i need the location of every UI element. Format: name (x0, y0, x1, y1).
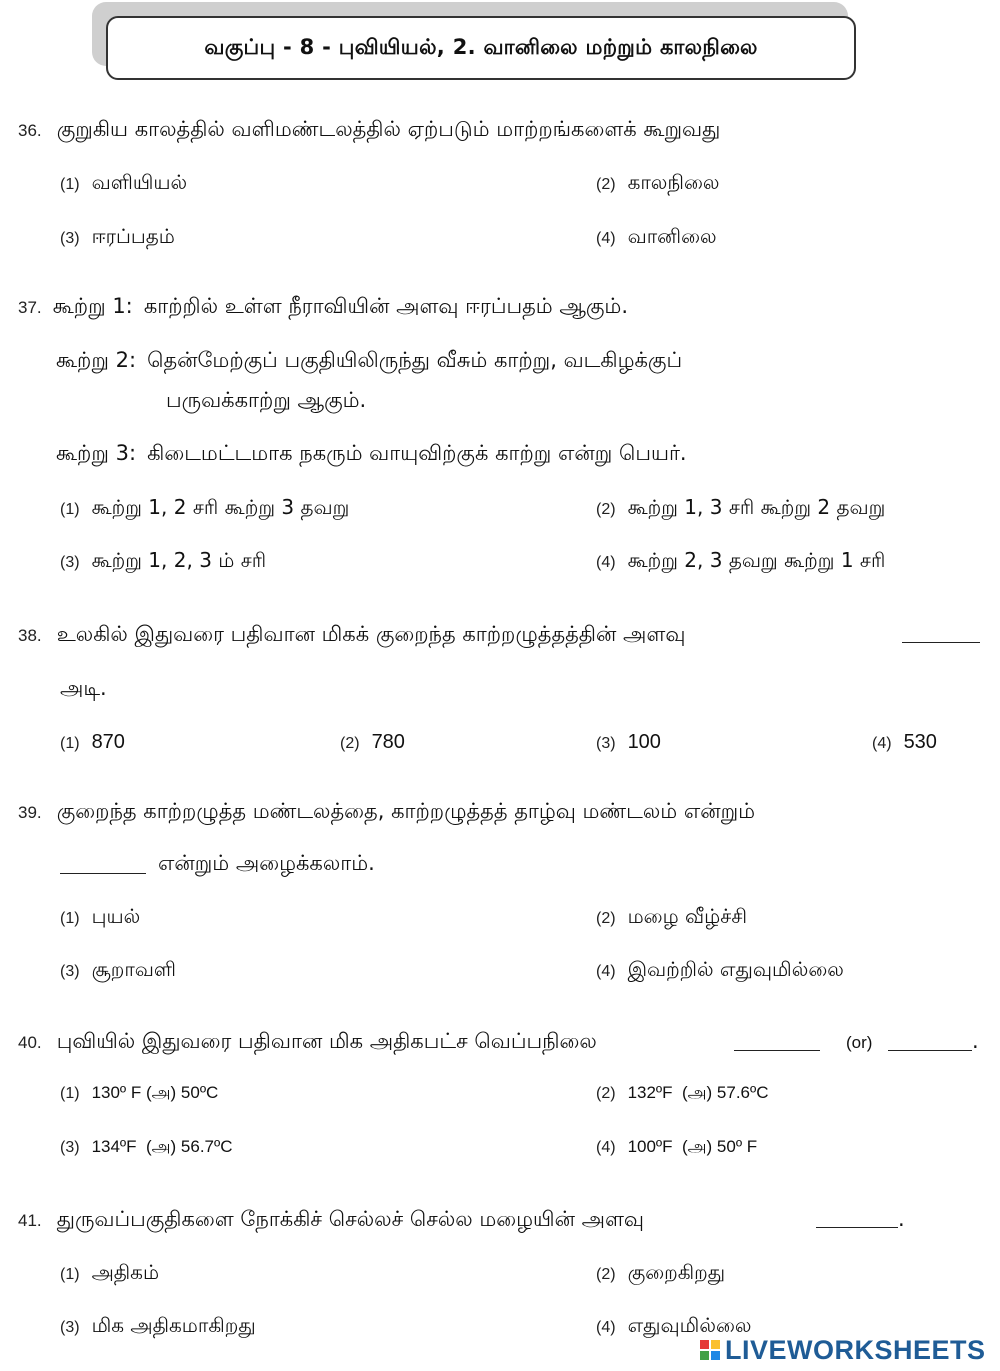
q38-option-3[interactable]: (3) 100 (596, 731, 661, 753)
statement-2-text: தென்மேற்குப் பகுதியிலிருந்து வீசும் காற்று, வடகிழக்குப் (147, 348, 683, 372)
q38-option-4[interactable]: (4) 530 (872, 731, 937, 753)
question-number: 38. (18, 626, 42, 645)
question-text-cont: அடி. (60, 676, 107, 700)
q40-option-2[interactable]: (2) 132ºF (அ) 57.6ºC (596, 1083, 769, 1102)
q37-option-2[interactable]: (2) கூற்று 1, 3 சரி கூற்று 2 தவறு (596, 495, 886, 519)
logo-text: LIVEWORKSHEETS (725, 1334, 986, 1365)
question-37 (18, 294, 628, 321)
question-text: புவியில் இதுவரை பதிவான மிக அதிகபட்ச வெப்பநிலை (56, 1029, 597, 1053)
question-text-cont: என்றும் அழைக்கலாம். (158, 851, 375, 875)
q41-option-3[interactable]: (3) மிக அதிகமாகிறது (60, 1313, 256, 1337)
answer-blank-2[interactable] (888, 1049, 972, 1051)
question-39 (18, 799, 755, 826)
question-38 (18, 622, 685, 649)
statement-2-label: கூற்று 2: (56, 348, 137, 372)
question-number: 40. (18, 1033, 42, 1052)
q39-option-2[interactable]: (2) மழை வீழ்ச்சி (596, 904, 748, 928)
question-end: . (972, 1029, 979, 1053)
q41-option-4[interactable]: (4) எதுவுமில்லை (596, 1313, 752, 1337)
or-label: (or) (846, 1033, 873, 1052)
question-text: குறைந்த காற்றழுத்த மண்டலத்தை, காற்றழுத்தத் தாழ்வு மண்டலம் என்றும் (56, 799, 756, 823)
q36-option-1[interactable]: (1) வளியியல் (60, 170, 188, 194)
q39-option-1[interactable]: (1) புயல் (60, 904, 141, 928)
q38-option-1[interactable]: (1) 870 (60, 731, 125, 753)
logo-grid-icon (700, 1340, 720, 1360)
q38-option-2[interactable]: (2) 780 (340, 731, 405, 753)
q41-option-2[interactable]: (2) குறைகிறது (596, 1260, 726, 1284)
answer-blank[interactable] (816, 1226, 898, 1228)
q37-option-1[interactable]: (1) கூற்று 1, 2 சரி கூற்று 3 தவறு (60, 495, 350, 519)
q37-option-4[interactable]: (4) கூற்று 2, 3 தவறு கூற்று 1 சரி (596, 548, 886, 572)
statement-3-text: கிடைமட்டமாக நகரும் வாயுவிற்குக் காற்று என்று பெயர். (147, 441, 687, 465)
q37-statement-3 (56, 441, 687, 468)
question-number: 37. (18, 298, 42, 317)
statement-1-label: கூற்று 1: (52, 294, 133, 318)
answer-blank[interactable] (902, 641, 980, 643)
q36-option-2[interactable]: (2) காலநிலை (596, 170, 720, 194)
q39-option-3[interactable]: (3) சூறாவளி (60, 957, 177, 981)
q40-option-4[interactable]: (4) 100ºF (அ) 50º F (596, 1137, 758, 1156)
statement-2-text-cont: பருவக்காற்று ஆகும். (166, 388, 367, 412)
answer-blank-1[interactable] (734, 1049, 820, 1051)
question-end: . (898, 1207, 905, 1231)
question-text: துருவப்பகுதிகளை நோக்கிச் செல்லச் செல்ல மழையின் அளவு (56, 1207, 645, 1231)
question-number: 41. (18, 1211, 42, 1230)
title-text: வகுப்பு - 8 - புவியியல், 2. வானிலை மற்றும் காலநிலை (204, 34, 758, 59)
question-number: 39. (18, 803, 42, 822)
question-36 (18, 117, 720, 144)
question-text: உலகில் இதுவரை பதிவான மிகக் குறைந்த காற்றழுத்தத்தின் அளவு (56, 622, 686, 646)
q39-option-4[interactable]: (4) இவற்றில் எதுவுமில்லை (596, 957, 844, 981)
q36-option-4[interactable]: (4) வானிலை (596, 224, 717, 248)
answer-blank[interactable] (60, 872, 146, 874)
statement-3-label: கூற்று 3: (56, 441, 137, 465)
q37-statement-2 (56, 348, 682, 375)
question-number: 36. (18, 121, 42, 140)
liveworksheets-logo (700, 1333, 986, 1367)
q37-option-3[interactable]: (3) கூற்று 1, 2, 3 ம் சரி (60, 548, 267, 572)
q40-option-1[interactable]: (1) 130º F (அ) 50ºC (60, 1083, 219, 1102)
question-text: குறுகிய காலத்தில் வளிமண்டலத்தில் ஏற்படும் மாற்றங்களைக் கூறுவது (56, 117, 721, 141)
q40-option-3[interactable]: (3) 134ºF (அ) 56.7ºC (60, 1137, 233, 1156)
question-41 (18, 1207, 644, 1234)
statement-1-text: காற்றில் உள்ள நீராவியின் அளவு ஈரப்பதம் ஆகும். (143, 294, 629, 318)
q41-option-1[interactable]: (1) அதிகம் (60, 1260, 160, 1284)
worksheet-title (106, 16, 856, 80)
q36-option-3[interactable]: (3) ஈரப்பதம் (60, 224, 175, 248)
question-40 (18, 1029, 597, 1056)
